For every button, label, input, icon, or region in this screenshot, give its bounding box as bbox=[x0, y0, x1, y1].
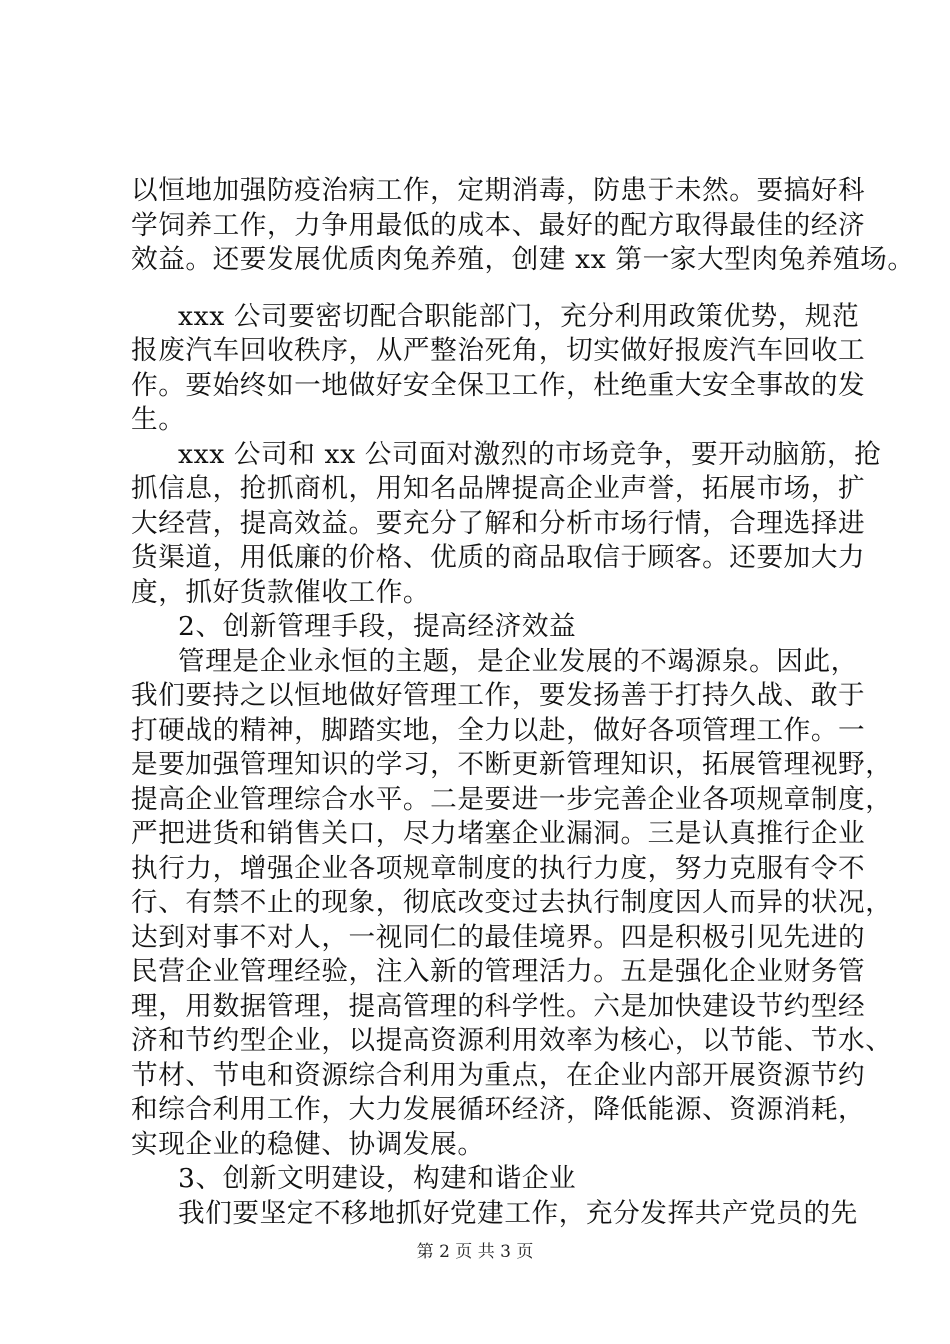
body-text-line: 民营企业管理经验，注入新的管理活力。五是强化企业财务管 bbox=[131, 956, 866, 987]
body-text-line: 和综合利用工作，大力发展循环经济，降低能源、资源消耗， bbox=[131, 1094, 866, 1125]
body-text-line: 执行力，增强企业各项规章制度的执行力度，努力克服有令不 bbox=[131, 853, 866, 884]
body-text-line: 效益。还要发展优质肉兔养殖，创建 xx 第一家大型肉兔养殖场。 bbox=[131, 244, 915, 275]
paragraph-first-line: xxx 公司要密切配合职能部门，充分利用政策优势，规范 bbox=[178, 301, 860, 332]
body-text-line: 是要加强管理知识的学习，不断更新管理知识，拓展管理视野， bbox=[131, 749, 893, 780]
body-text-line: 提高企业管理综合水平。二是要进一步完善企业各项规章制度， bbox=[131, 784, 893, 815]
section-heading: 2、创新管理手段，提高经济效益 bbox=[178, 611, 577, 642]
body-text-line: 理，用数据管理，提高管理的科学性。六是加快建设节约型经 bbox=[131, 991, 866, 1022]
body-text-line: 大经营，提高效益。要充分了解和分析市场行情，合理选择进 bbox=[131, 508, 866, 539]
body-text-line: 生。 bbox=[131, 404, 186, 435]
page-number-footer: 第 2 页 共 3 页 bbox=[416, 1242, 534, 1262]
body-text-line: 实现企业的稳健、协调发展。 bbox=[131, 1129, 485, 1160]
body-text-line: 报废汽车回收秩序，从严整治死角，切实做好报废汽车回收工 bbox=[131, 335, 866, 366]
body-text-line: 达到对事不对人，一视同仁的最佳境界。四是积极引见先进的 bbox=[131, 922, 866, 953]
body-text-line: 严把进货和销售关口，尽力堵塞企业漏洞。三是认真推行企业 bbox=[131, 818, 866, 849]
paragraph-first-line: xxx 公司和 xx 公司面对激烈的市场竞争，要开动脑筋，抢 bbox=[178, 439, 882, 470]
body-text-line: 度，抓好货款催收工作。 bbox=[131, 577, 431, 608]
body-text-line: 行、有禁不止的现象，彻底改变过去执行制度因人而异的状况， bbox=[131, 887, 893, 918]
section-heading: 3、创新文明建设，构建和谐企业 bbox=[178, 1163, 577, 1194]
body-text-line: 作。要始终如一地做好安全保卫工作，杜绝重大安全事故的发 bbox=[131, 370, 866, 401]
body-text-line: 学饲养工作，力争用最低的成本、最好的配方取得最佳的经济 bbox=[131, 210, 866, 241]
body-text-line: 抓信息，抢抓商机，用知名品牌提高企业声誉，拓展市场，扩 bbox=[131, 473, 866, 504]
body-text-line: 节材、节电和资源综合利用为重点，在企业内部开展资源节约 bbox=[131, 1060, 866, 1091]
body-text-line: 以恒地加强防疫治病工作，定期消毒，防患于未然。要搞好科 bbox=[131, 175, 866, 206]
body-text-line: 货渠道，用低廉的价格、优质的商品取信于顾客。还要加大力 bbox=[131, 542, 866, 573]
body-text-line: 打硬战的精神，脚踏实地，全力以赴，做好各项管理工作。一 bbox=[131, 715, 866, 746]
paragraph-first-line: 管理是企业永恒的主题，是企业发展的不竭源泉。因此， bbox=[178, 646, 858, 677]
paragraph-first-line: 我们要坚定不移地抓好党建工作，充分发挥共产党员的先 bbox=[178, 1198, 858, 1229]
body-text-line: 济和节约型企业，以提高资源利用效率为核心，以节能、节水、 bbox=[131, 1025, 893, 1056]
body-text-line: 我们要持之以恒地做好管理工作，要发扬善于打持久战、敢于 bbox=[131, 680, 866, 711]
